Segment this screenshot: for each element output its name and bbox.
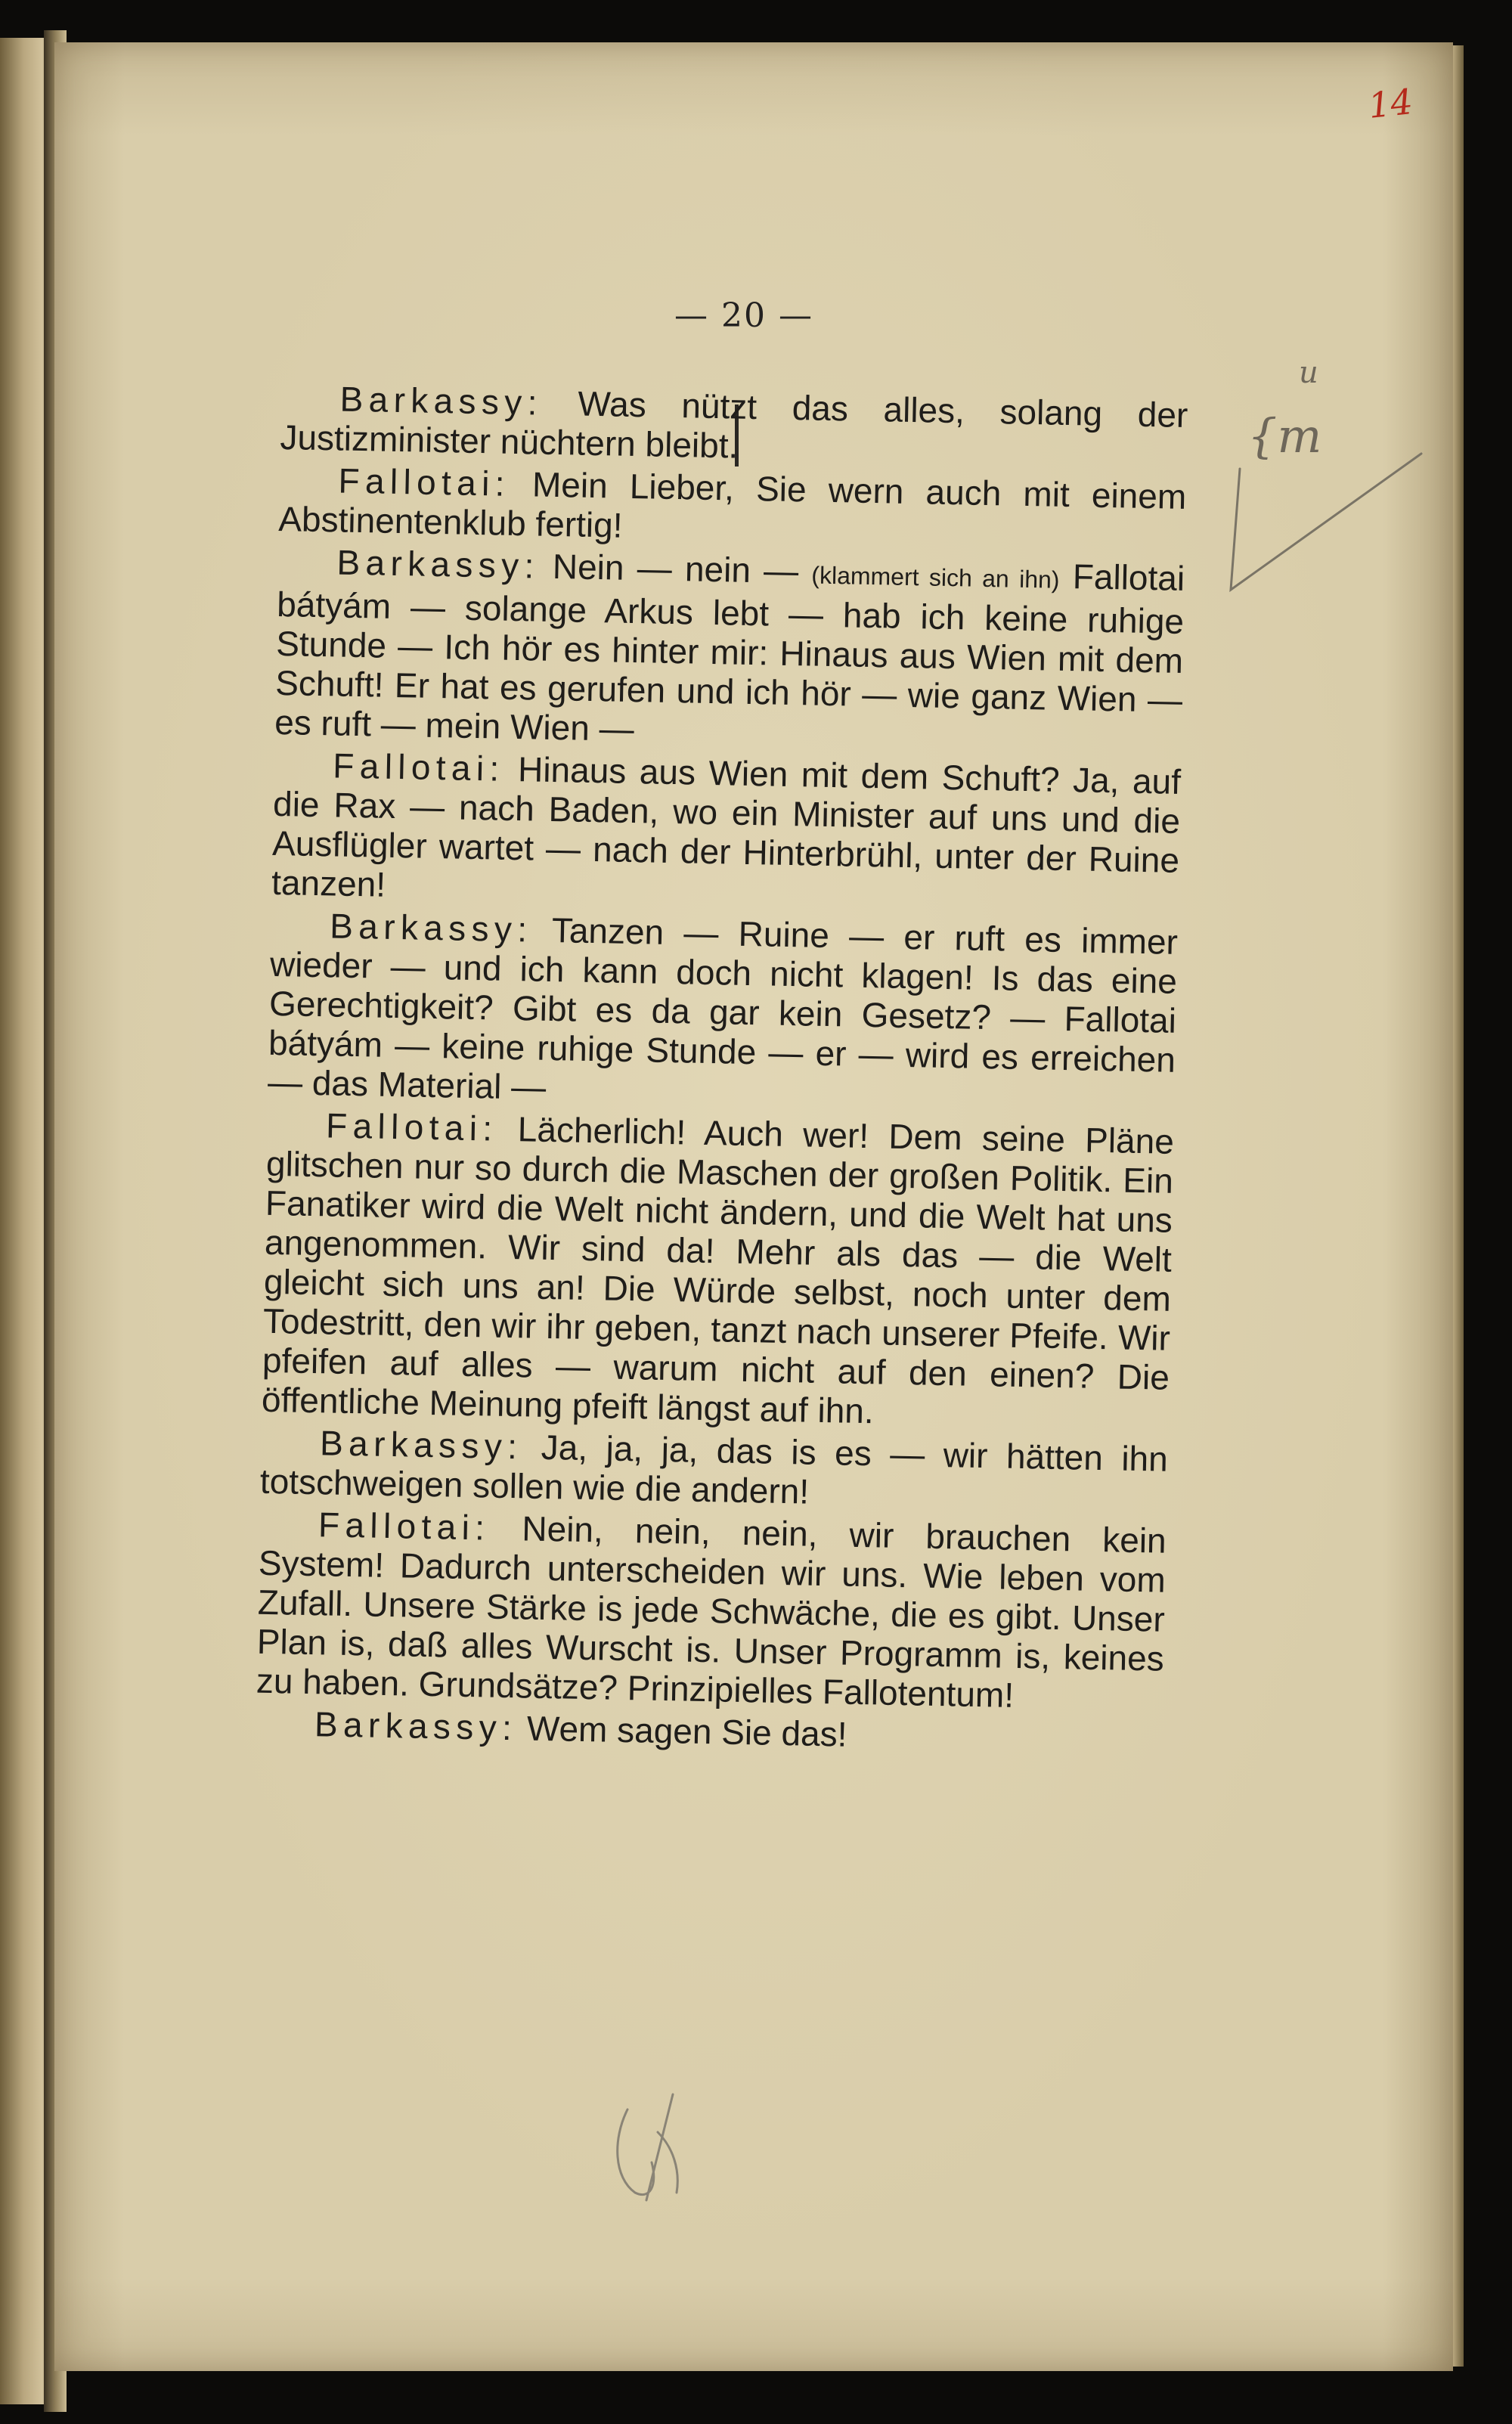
speaker-name: Barkassy: (319, 1423, 523, 1467)
dialogue-text: Nein — nein — (552, 546, 799, 591)
folio-number: 14 (1366, 81, 1415, 126)
pencil-mark-top: u (1299, 355, 1318, 390)
dialogue-text: Mein Lieber, Sie wern auch mit einem Abstinentenklub fertig! (277, 464, 1187, 545)
speaker-name: Barkassy: (336, 542, 541, 586)
dialogue-paragraph (262, 1105, 1175, 1437)
dialogue-paragraph (256, 1504, 1167, 1718)
dialogue-paragraph (271, 745, 1182, 919)
pencil-check-icon (1217, 439, 1429, 605)
speaker-name: Fallotai: (318, 1505, 491, 1548)
dialogue-text: Lächerlich! Auch wer! Dem seine Pläne glitschen nur so durch die Maschen der großen Politik. Ein Fanatiker wird die Welt nicht ändern, und die Welt hat uns angenommen. Wir sind da! Mehr als das — die Welt gleicht sich uns an! Die Würde selbst, noch unter dem Todestritt, den wir ihr geben, tanzt nach unserer Pfeife. Wir pfeifen auf alles — warum nicht auf den einen? Die öffentliche Meinung pfeift längst auf ihn. (261, 1109, 1175, 1431)
speaker-name: Fallotai: (338, 460, 511, 504)
dialogue-text: Nein, nein, nein, wir brauchen kein System! Dadurch unterscheiden wir uns. Wie leben vom Zufall. Unsere Stärke is jede Schwäche, die es gibt. Unser Plan is, daß alles Wurscht is. Unser Programm is, keines zu haben. Grundsätze? Prinzipielles Fallotentum! (256, 1508, 1167, 1715)
dialogue-paragraph (280, 378, 1188, 474)
play-text (255, 378, 1188, 1763)
dialogue-text: Tanzen — Ruine — er ruft es immer wieder — und ich kann doch nicht klagen! Is das eine Gerechtigkeit? Gibt es da gar kein Gesetz? — Fallotai bátyám — keine ruhige Stunde — er — wird es erreichen — das Material — (267, 910, 1179, 1107)
pencil-mark-side: {m (1247, 408, 1322, 463)
dialogue-text: Fallotai bátyám — solange Arkus lebt — hab ich keine ruhige Stunde — Ich hör es hinter mir: Hinaus aus Wien mit dem Schuft! Er hat es gerufen und ich hör — wie ganz Wien — es ruft — mein Wien — (274, 556, 1185, 749)
speaker-name: Fallotai: (325, 1105, 498, 1148)
speaker-name: Fallotai: (332, 745, 506, 789)
pencil-signature-icon (605, 2087, 711, 2208)
dialogue-paragraph (259, 1422, 1168, 1518)
dialogue-text: Ja, ja, ja, das is es — wir hätten ihn totschweigen sollen wie die andern! (259, 1427, 1169, 1511)
dialogue-text: Was nützt das alles, solang der Justizminister nüchtern bleibt. (280, 383, 1188, 466)
dialogue-paragraph (268, 905, 1179, 1119)
page-number: — 20 — (674, 296, 813, 335)
speaker-name: Barkassy: (314, 1704, 518, 1748)
dialogue-paragraph (278, 460, 1187, 556)
page-stack-edge (1453, 45, 1464, 2367)
dialogue-text: Wem sagen Sie das! (526, 1708, 847, 1754)
speaker-name: Barkassy: (339, 379, 544, 423)
dialogue-text: Hinaus aus Wien mit dem Schuft? Ja, auf die Rax — nach Baden, wo ein Minister auf uns und die Ausflügler wartet — nach der Hinterbrühl, unter der Ruine tanzen! (271, 749, 1182, 904)
dialogue-paragraph (274, 541, 1185, 759)
stage-direction: (klammert sich an ihn) (811, 561, 1060, 594)
speaker-name: Barkassy: (329, 906, 533, 950)
